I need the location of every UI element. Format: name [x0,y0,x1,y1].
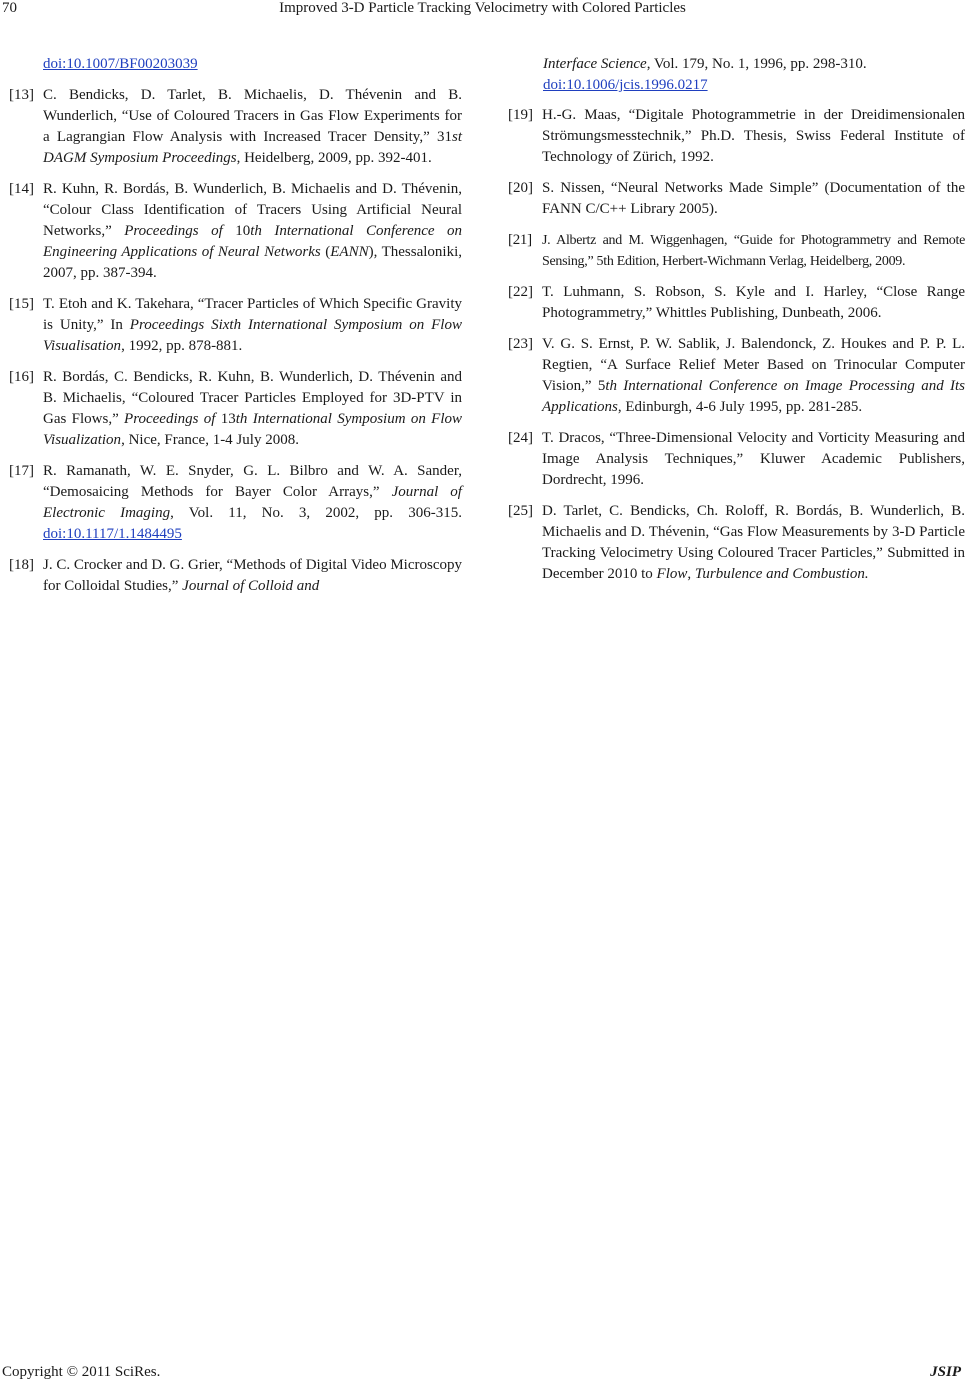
reference-text: R. Bordás, C. Bendicks, R. Kuhn, B. Wunderlich, D. Thévenin and B. Michaelis, “Coloured Tracer Particles Employed for 3D-PTV in Gas Flows,” Proceedings of 13th International Symposium on Flow Visualization, Nice, France, 1-4 July 2008. [43,369,462,448]
reference-text: V. G. S. Ernst, P. W. Sablik, J. Balendonck, Z. Houkes and P. P. L. Regtien, “A Surface Relief Meter Based on Trinocular Computer Vision,” 5th International Conference on Image Processing and Its Applications, Edinburgh, 4-6 July 1995, pp. 281-285. [542,336,965,415]
page-footer [0,1364,965,1384]
reference-25 [508,501,965,585]
reference-number: [24] [508,430,533,446]
reference-16 [9,367,462,451]
journal-abbreviation: JSIP [930,1364,961,1380]
reference-continuation: Interface Science, Vol. 179, No. 1, 1996, pp. 298-310. doi:10.1006/jcis.1996.0217 [543,56,867,93]
reference-18 [9,555,462,597]
reference-17 [9,461,462,545]
reference-number: [21] [508,232,532,248]
left-column [9,54,462,607]
reference-continuation [9,54,462,75]
reference-text: H.-G. Maas, “Digitale Photogrammetrie in der Dreidimensionalen Strömungsmesstechnik,” Ph.D. Thesis, Swiss Federal Institute of Technology of Zürich, 1992. [542,107,965,165]
reference-19 [508,105,965,168]
reference-number: [25] [508,503,533,519]
copyright-notice: Copyright © 2011 SciRes. [2,1364,161,1380]
reference-text: J. Albertz and M. Wiggenhagen, “Guide for Photogrammetry and Remote Sensing,” 5th Edition, Herbert-Wichmann Verlag, Heidelberg, 2009. [542,233,965,269]
reference-text: R. Ramanath, W. E. Snyder, G. L. Bilbro and W. A. Sander, “Demosaicing Methods for Bayer Color Arrays,” Journal of Electronic Imaging, Vol. 11, No. 3, 2002, pp. 306-315. doi:10.1117/1.1484495 [43,463,462,542]
reference-number: [17] [9,463,34,479]
reference-14 [9,179,462,284]
reference-number: [16] [9,369,34,385]
doi-link[interactable]: doi:10.1007/BF00203039 [43,56,198,72]
reference-21 [508,230,965,272]
reference-number: [18] [9,557,34,573]
reference-number: [23] [508,336,533,352]
reference-text: S. Nissen, “Neural Networks Made Simple” (Documentation of the FANN C/C++ Library 2005). [542,180,965,217]
reference-20 [508,178,965,220]
reference-text: T. Etoh and K. Takehara, “Tracer Particles of Which Specific Gravity is Unity,” In Proceedings Sixth International Symposium on Flow Visualisation, 1992, pp. 878-881. [43,296,462,354]
reference-22 [508,282,965,324]
reference-number: [20] [508,180,533,196]
page-header [0,0,965,22]
reference-number: [13] [9,87,34,103]
reference-13 [9,85,462,169]
reference-number: [14] [9,181,34,197]
doi-link[interactable]: doi:10.1006/jcis.1996.0217 [543,77,708,93]
reference-text: T. Luhmann, S. Robson, S. Kyle and I. Harley, “Close Range Photogrammetry,” Whittles Publishing, Dunbeath, 2006. [542,284,965,321]
reference-24 [508,428,965,491]
reference-23 [508,334,965,418]
reference-text: C. Bendicks, D. Tarlet, B. Michaelis, D. Thévenin and B. Wunderlich, “Use of Coloured Tracers in Gas Flow Experiments for a Lagrangian Flow Analysis with Increased Tracer Density,” 31st DAGM Symposium Proceedings, Heidelberg, 2009, pp. 392-401. [43,87,462,166]
reference-number: [22] [508,284,533,300]
reference-number: [19] [508,107,533,123]
page-number: 70 [2,0,17,16]
reference-number: [15] [9,296,34,312]
reference-text: T. Dracos, “Three-Dimensional Velocity and Vorticity Measuring and Image Analysis Techniques,” Kluwer Academic Publishers, Dordrecht, 1996. [542,430,965,488]
reference-text: R. Kuhn, R. Bordás, B. Wunderlich, B. Michaelis and D. Thévenin, “Colour Class Identification of Tracers Using Artificial Neural Networks,” Proceedings of 10th International Conference on Engineering Applications of Neural Networks (EANN), Thessaloniki, 2007, pp. 387-394. [43,181,463,281]
reference-15 [9,294,462,357]
reference-text: D. Tarlet, C. Bendicks, Ch. Roloff, R. Bordás, B. Wunderlich, B. Michaelis and D. Thévenin, “Gas Flow Measurements by 3-D Particle Tracking Velocimetry Using Coloured Tracer Particles,” Submitted in December 2010 to Flow, Turbulence and Combustion. [542,503,965,582]
right-column [508,54,965,595]
running-title: Improved 3-D Particle Tracking Velocimetry with Colored Particles [279,0,686,16]
reference-text: J. C. Crocker and D. G. Grier, “Methods of Digital Video Microscopy for Colloidal Studies,” Journal of Colloid and [43,557,462,594]
doi-link[interactable]: doi:10.1117/1.1484495 [43,526,182,542]
